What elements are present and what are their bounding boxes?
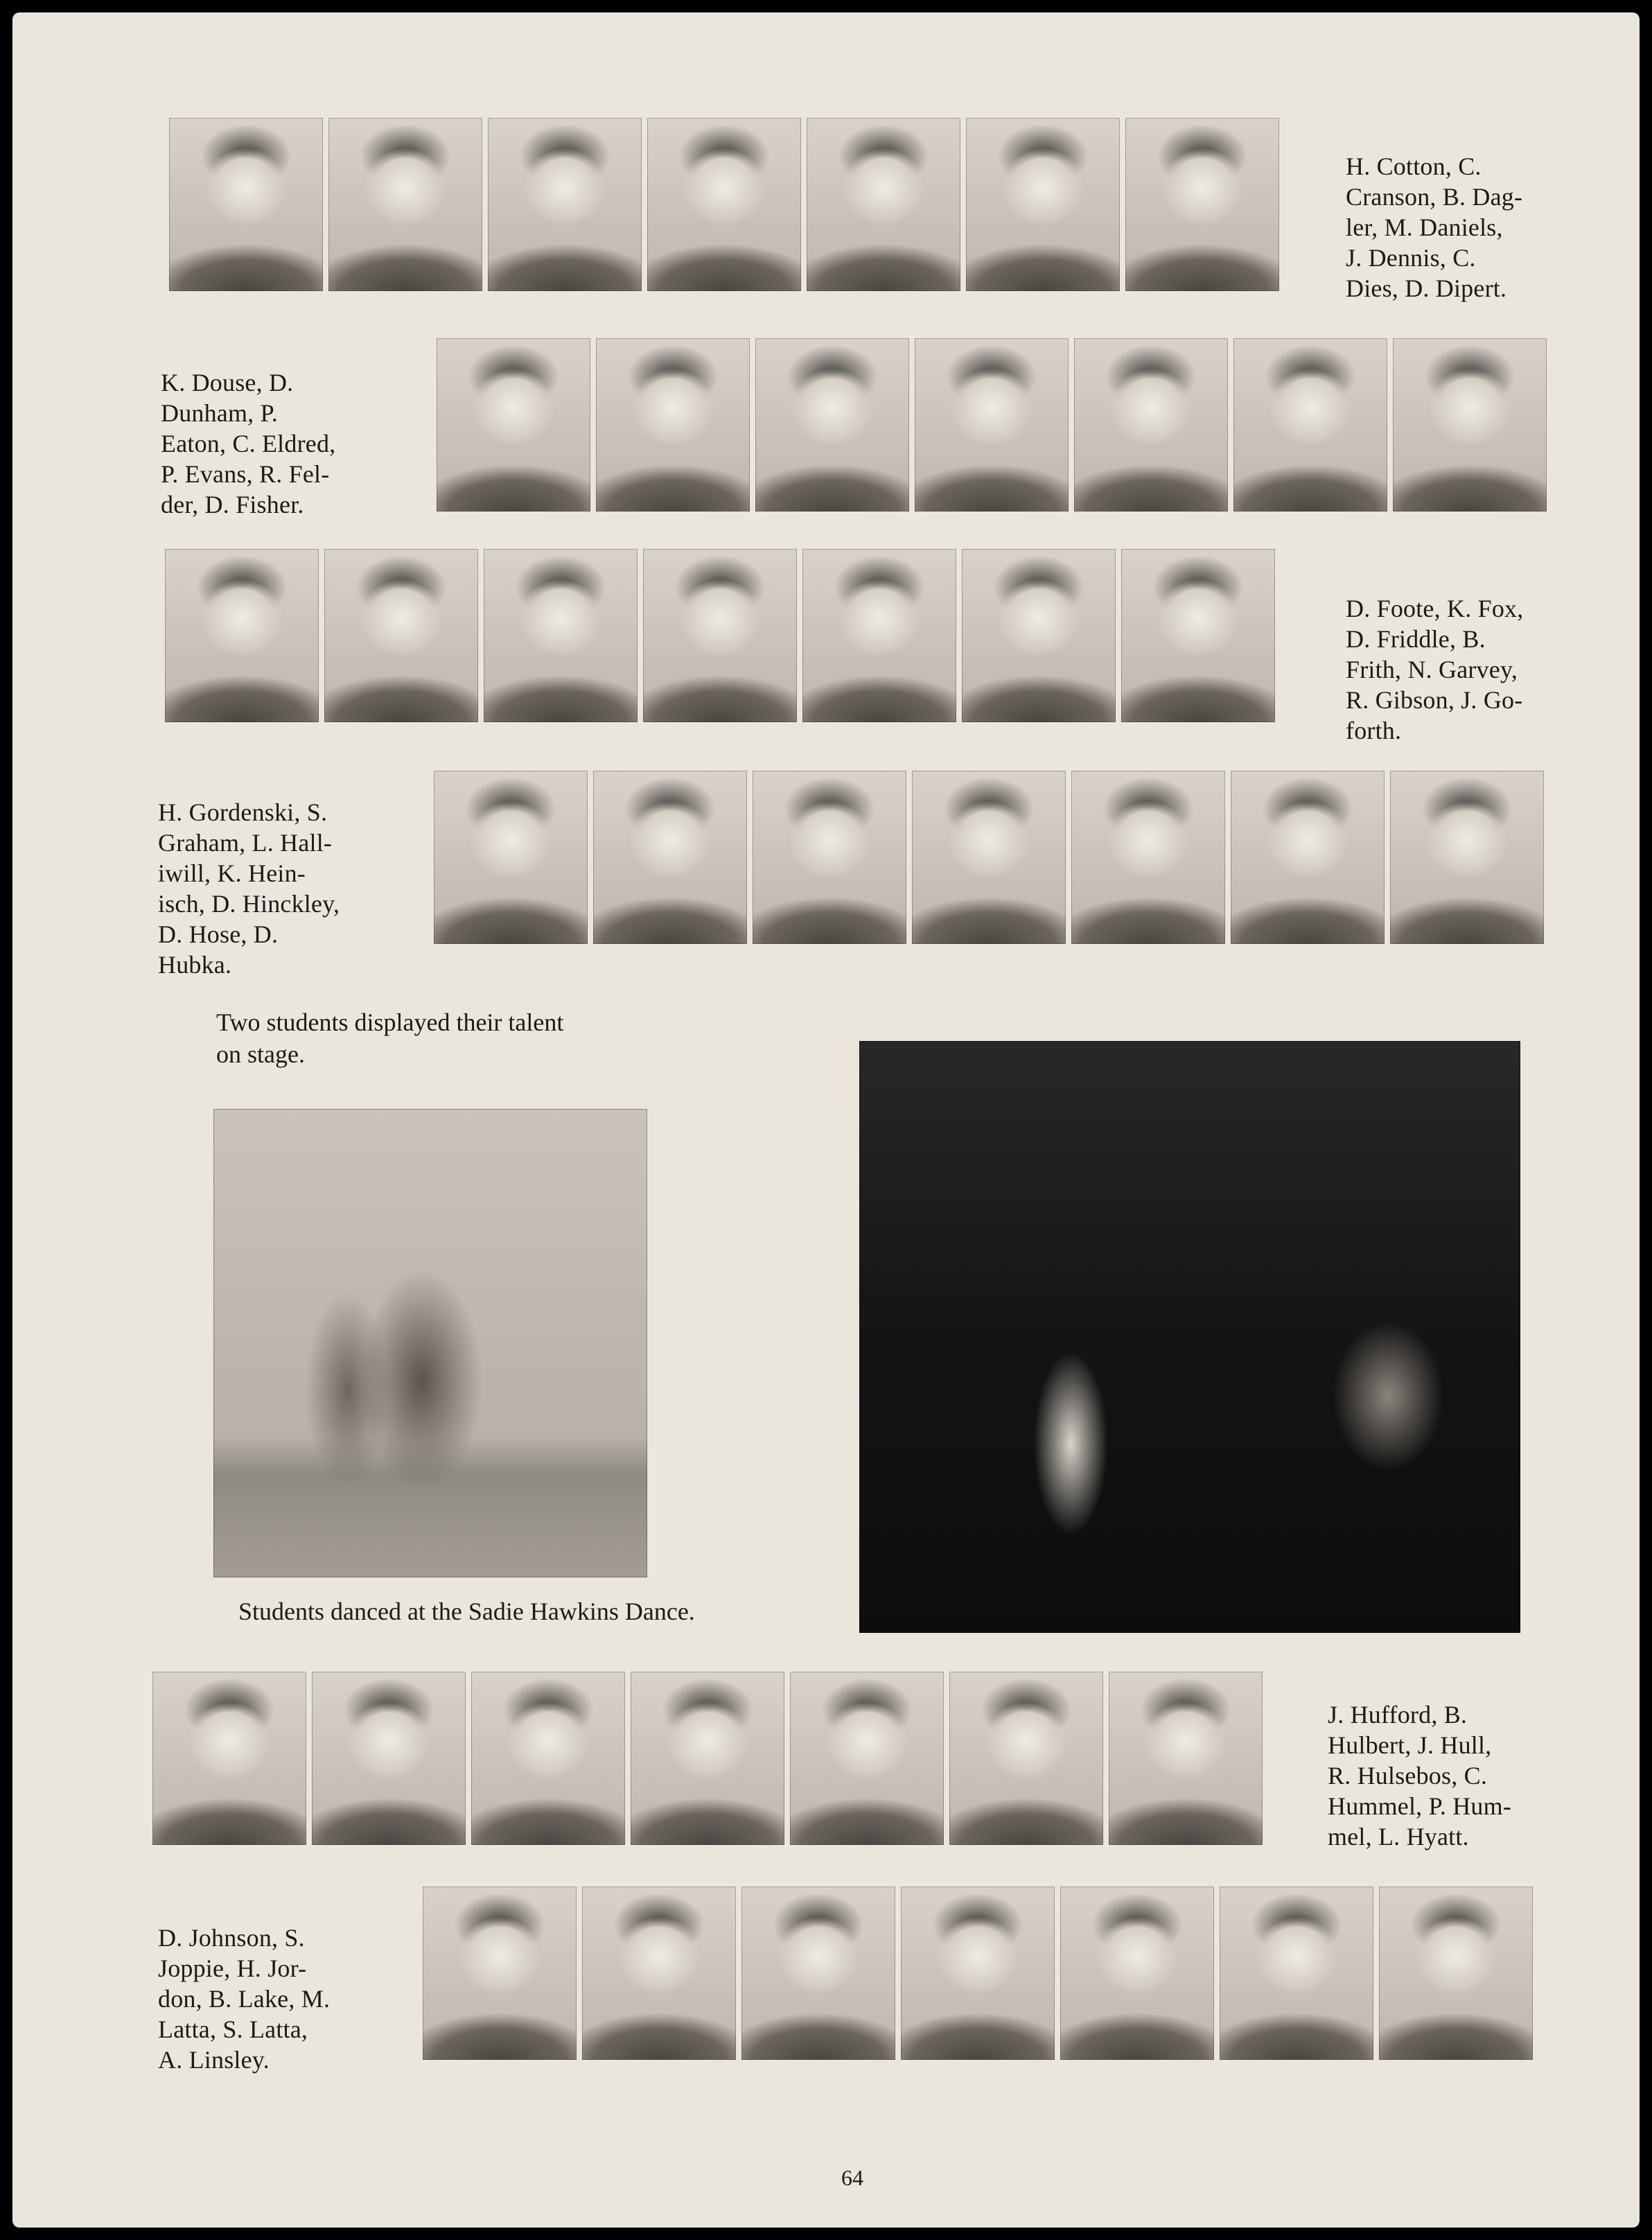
caption-line: Hummel, P. Hum- — [1328, 1792, 1512, 1820]
portrait-caption-3 — [1346, 593, 1523, 746]
student-portrait — [312, 1672, 466, 1845]
student-portrait — [169, 118, 323, 291]
student-portrait — [966, 118, 1120, 291]
student-portrait — [488, 118, 642, 291]
caption-line: H. Gordenski, S. — [158, 798, 328, 826]
caption-line: J. Dennis, C. — [1346, 244, 1476, 272]
student-portrait — [631, 1672, 784, 1845]
student-portrait — [807, 118, 960, 291]
student-portrait — [802, 549, 956, 722]
stage-talent-photo — [213, 1109, 647, 1577]
student-portrait — [1060, 1887, 1214, 2060]
caption-line: iwill, K. Hein- — [158, 859, 306, 887]
sadie-hawkins-dance-photo — [859, 1041, 1520, 1633]
student-portrait — [1233, 338, 1387, 511]
portrait-caption-4 — [158, 797, 340, 980]
caption-line: Two students displayed their talent — [216, 1008, 564, 1036]
caption-line: Latta, S. Latta, — [158, 2015, 308, 2043]
portrait-row-3 — [165, 549, 1275, 722]
student-portrait — [1231, 771, 1385, 944]
caption-line: D. Johnson, S. — [158, 1924, 305, 1952]
student-portrait — [901, 1887, 1055, 2060]
caption-line: R. Gibson, J. Go- — [1346, 686, 1523, 714]
portrait-caption-1 — [1346, 151, 1522, 304]
talent-caption — [216, 1006, 563, 1070]
portrait-row-6 — [423, 1887, 1533, 2060]
caption-line: Hulbert, J. Hull, — [1328, 1731, 1492, 1759]
student-portrait — [915, 338, 1069, 511]
student-portrait — [949, 1672, 1103, 1845]
student-portrait — [755, 338, 909, 511]
portrait-row-4 — [434, 771, 1544, 944]
page-number: 64 — [841, 2165, 863, 2190]
student-portrait — [1071, 771, 1225, 944]
student-portrait — [647, 118, 801, 291]
student-portrait — [152, 1672, 306, 1845]
portrait-row-1 — [169, 118, 1279, 291]
student-portrait — [165, 549, 319, 722]
student-portrait — [593, 771, 747, 944]
caption-line: Dunham, P. — [161, 399, 279, 427]
portrait-row-2 — [437, 338, 1547, 511]
student-portrait — [434, 771, 588, 944]
caption-line: ler, M. Daniels, — [1346, 213, 1503, 241]
student-portrait — [596, 338, 750, 511]
student-portrait — [1220, 1887, 1373, 2060]
caption-line: D. Friddle, B. — [1346, 625, 1486, 653]
caption-line: Graham, L. Hall- — [158, 829, 333, 857]
portrait-caption-5 — [1328, 1699, 1511, 1852]
student-portrait — [1125, 118, 1279, 291]
yearbook-page — [12, 12, 1640, 2228]
student-portrait — [912, 771, 1066, 944]
portrait-row-5 — [152, 1672, 1263, 1845]
student-portrait — [484, 549, 638, 722]
caption-line: Frith, N. Garvey, — [1346, 656, 1518, 683]
student-portrait — [1393, 338, 1547, 511]
student-portrait — [437, 338, 590, 511]
student-portrait — [753, 771, 906, 944]
caption-line: der, D. Fisher. — [161, 491, 304, 518]
student-portrait — [1379, 1887, 1533, 2060]
caption-line: D. Foote, K. Fox, — [1346, 595, 1524, 622]
caption-line: Dies, D. Dipert. — [1346, 274, 1507, 302]
caption-line: Eaton, C. Eldred, — [161, 430, 336, 457]
caption-line: mel, L. Hyatt. — [1328, 1823, 1469, 1850]
student-portrait — [962, 549, 1116, 722]
student-portrait — [1074, 338, 1228, 511]
caption-line: A. Linsley. — [158, 2046, 270, 2074]
caption-line: Hubka. — [158, 951, 232, 979]
portrait-caption-6 — [158, 1923, 330, 2075]
student-portrait — [790, 1672, 944, 1845]
caption-line: forth. — [1346, 717, 1402, 744]
caption-line: on stage. — [216, 1040, 305, 1068]
student-portrait — [471, 1672, 625, 1845]
caption-line: R. Hulsebos, C. — [1328, 1762, 1488, 1790]
caption-line: H. Cotton, C. — [1346, 152, 1482, 180]
student-portrait — [423, 1887, 577, 2060]
caption-line: don, B. Lake, M. — [158, 1985, 331, 2013]
caption-line: J. Hufford, B. — [1328, 1701, 1468, 1729]
student-portrait — [324, 549, 478, 722]
caption-line: K. Douse, D. — [161, 369, 294, 396]
student-portrait — [1109, 1672, 1263, 1845]
dance-caption: Students danced at the Sadie Hawkins Dance. — [238, 1598, 695, 1625]
student-portrait — [1390, 771, 1544, 944]
caption-line: D. Hose, D. — [158, 920, 279, 948]
caption-line: isch, D. Hinckley, — [158, 890, 340, 918]
student-portrait — [582, 1887, 736, 2060]
caption-line: P. Evans, R. Fel- — [161, 460, 330, 488]
caption-line: Joppie, H. Jor- — [158, 1954, 307, 1982]
portrait-caption-2 — [161, 367, 335, 520]
caption-line: Cranson, B. Dag- — [1346, 183, 1523, 211]
student-portrait — [328, 118, 482, 291]
student-portrait — [1121, 549, 1275, 722]
student-portrait — [741, 1887, 895, 2060]
student-portrait — [643, 549, 797, 722]
